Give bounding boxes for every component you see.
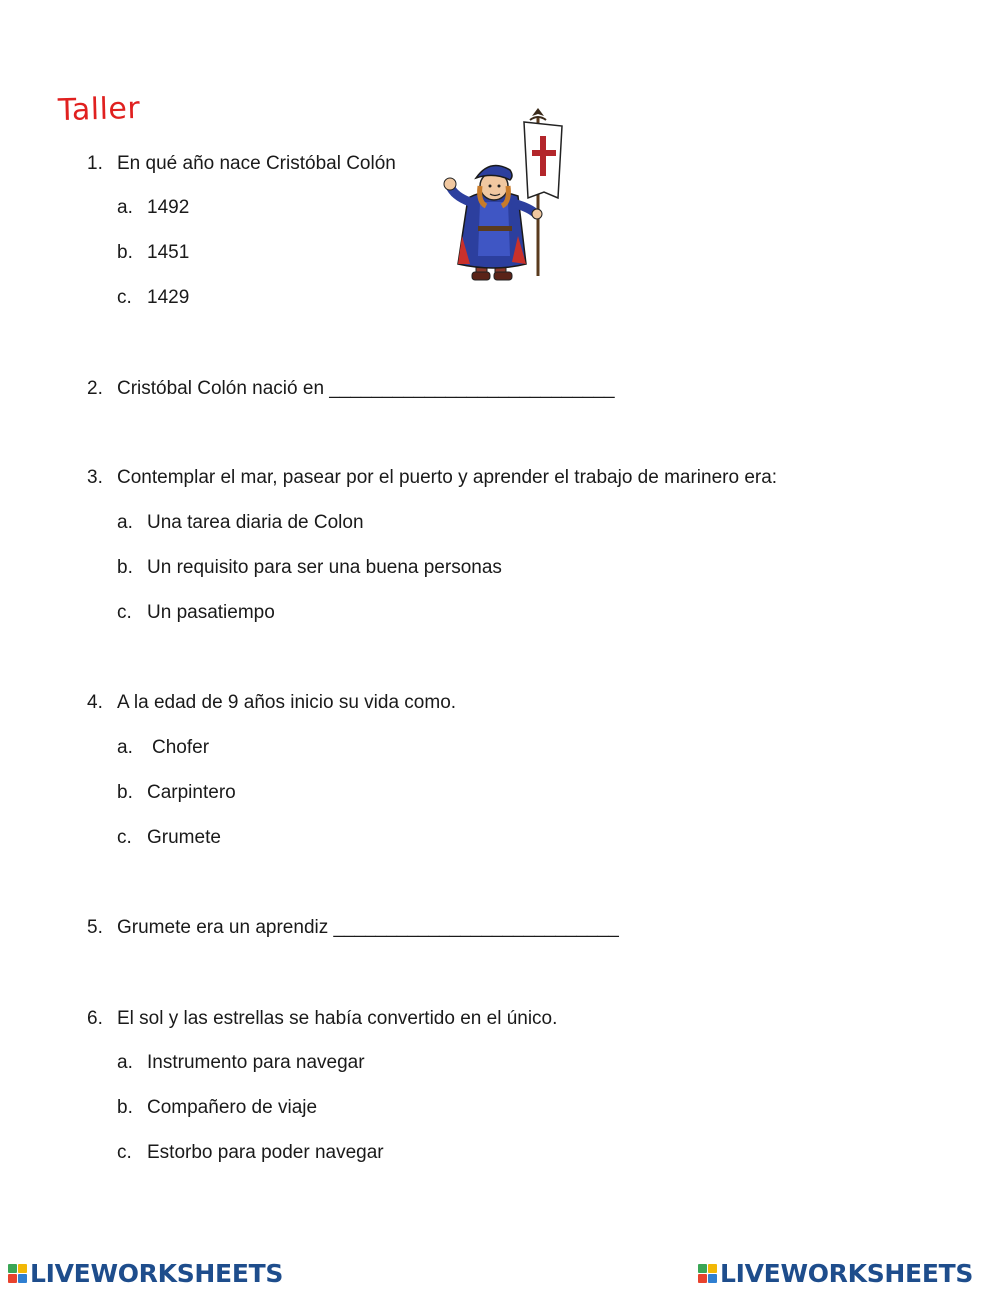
option-text: Carpintero bbox=[147, 782, 236, 803]
option-letter: b. bbox=[117, 782, 133, 803]
option-letter: a. bbox=[117, 737, 133, 758]
option-text: Una tarea diaria de Colon bbox=[147, 512, 364, 533]
question-text: Contemplar el mar, pasear por el puerto y aprender el trabajo de marinero era: bbox=[117, 467, 778, 488]
liveworksheets-logo-left bbox=[8, 1258, 283, 1288]
option-letter: c. bbox=[117, 827, 132, 848]
question-number: 5. bbox=[87, 917, 103, 938]
columbus-clipart bbox=[440, 106, 570, 288]
logo-text: LIVEWORKSHEETS bbox=[30, 1258, 284, 1288]
question-text: A la edad de 9 años inicio su vida como. bbox=[117, 692, 457, 713]
question-text: El sol y las estrellas se había convertido en el único. bbox=[117, 1008, 558, 1029]
option-text: Compañero de viaje bbox=[147, 1097, 318, 1118]
option-letter: b. bbox=[117, 242, 133, 263]
option-letter: a. bbox=[117, 1052, 133, 1073]
logo-blocks-icon bbox=[698, 1264, 717, 1283]
option-letter: b. bbox=[117, 557, 133, 578]
option-text: Chofer bbox=[152, 737, 210, 758]
option-text: Grumete bbox=[147, 827, 221, 848]
option-letter: a. bbox=[117, 197, 133, 218]
option-text: Instrumento para navegar bbox=[147, 1052, 365, 1073]
question-text: En qué año nace Cristóbal Colón bbox=[117, 153, 396, 174]
worksheet-title: Taller bbox=[57, 90, 141, 129]
option-text: 1429 bbox=[147, 287, 190, 308]
option-text: Un requisito para ser una buena personas bbox=[147, 557, 502, 578]
option-letter: c. bbox=[117, 1142, 132, 1163]
logo-blocks-icon bbox=[8, 1264, 27, 1283]
question-text-with-blank[interactable]: Cristóbal Colón nació en ___________________________ bbox=[117, 378, 615, 399]
question-number: 3. bbox=[87, 467, 103, 488]
logo-text: LIVEWORKSHEETS bbox=[720, 1258, 974, 1288]
option-letter: c. bbox=[117, 287, 132, 308]
option-text: 1492 bbox=[147, 197, 190, 218]
question-number: 2. bbox=[87, 378, 103, 399]
option-text: Estorbo para poder navegar bbox=[147, 1142, 384, 1163]
option-letter: c. bbox=[117, 602, 132, 623]
liveworksheets-logo-right bbox=[698, 1258, 973, 1288]
option-letter: b. bbox=[117, 1097, 133, 1118]
question-text-with-blank[interactable]: Grumete era un aprendiz ___________________________ bbox=[117, 917, 619, 938]
question-number: 6. bbox=[87, 1008, 103, 1029]
option-letter: a. bbox=[117, 512, 133, 533]
question-number: 1. bbox=[87, 153, 103, 174]
option-text: Un pasatiempo bbox=[147, 602, 275, 623]
option-text: 1451 bbox=[147, 242, 190, 263]
question-number: 4. bbox=[87, 692, 103, 713]
